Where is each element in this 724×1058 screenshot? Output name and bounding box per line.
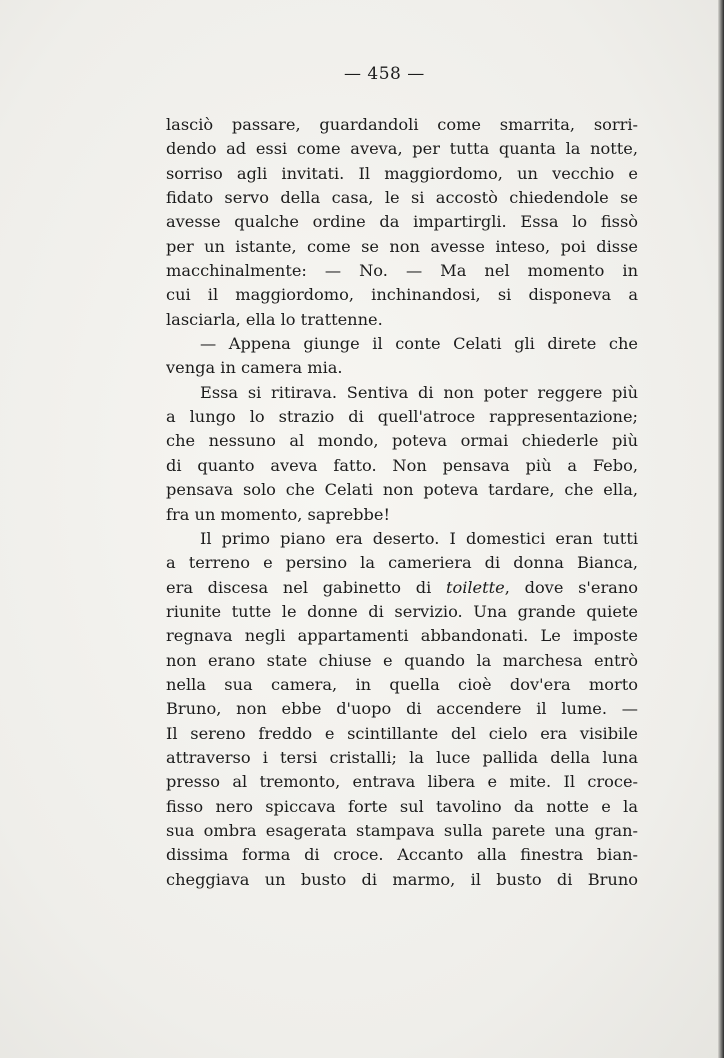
text-line: per un istante, come se non avesse inteso, poi disse xyxy=(166,236,638,256)
text-line: dendo ad essi come aveva, per tutta quanta la notte, xyxy=(166,139,638,159)
text-line: dissima forma di croce. Accanto alla finestra bian- xyxy=(166,845,638,865)
text-line: riunite tutte le donne di servizio. Una grande quiete xyxy=(166,601,638,621)
text-line: non erano state chiuse e quando la marchesa entrò xyxy=(166,650,638,670)
text-line: regnava negli appartamenti abbandonati. Le imposte xyxy=(166,626,638,646)
page-number: — 458 — xyxy=(344,64,425,84)
text-line: Il primo piano era deserto. I domestici eran tutti xyxy=(200,528,638,548)
text-line: fra un momento, saprebbe! xyxy=(166,504,390,524)
body-text xyxy=(166,113,638,892)
text-line: avesse qualche ordine da impartirgli. Essa lo fissò xyxy=(166,212,638,232)
text-line: era discesa nel gabinetto di toilette, dove s'erano xyxy=(166,577,638,597)
text-line: — Appena giunge il conte Celati gli direte che xyxy=(200,334,638,354)
text-line: pensava solo che Celati non poteva tardare, che ella, xyxy=(166,480,638,500)
text-line: di quanto aveva fatto. Non pensava più a Febo, xyxy=(166,455,638,475)
text-line: macchinalmente: — No. — Ma nel momento in xyxy=(166,261,638,281)
text-line: venga in camera mia. xyxy=(166,358,343,378)
text-line: attraverso i tersi cristalli; la luce pallida della luna xyxy=(166,747,638,767)
text-line: cheggiava un busto di marmo, il busto di Bruno xyxy=(166,869,638,889)
text-line: fisso nero spiccava forte sul tavolino da notte e la xyxy=(166,796,638,816)
text-line: presso al tremonto, entrava libera e mite. Il croce- xyxy=(166,772,638,792)
italic-word: toilette xyxy=(445,577,505,597)
text-line: cui il maggiordomo, inchinandosi, si disponeva a xyxy=(166,285,638,305)
text-line: nella sua camera, in quella cioè dov'era morto xyxy=(166,674,638,694)
text-line: a terreno e persino la cameriera di donna Bianca, xyxy=(166,553,638,573)
text-line: Essa si ritirava. Sentiva di non poter reggere più xyxy=(200,382,638,402)
text-line: sorriso agli invitati. Il maggiordomo, un vecchio e xyxy=(166,163,638,183)
text-line: sua ombra esagerata stampava sulla parete una gran- xyxy=(166,820,638,840)
text-line: che nessuno al mondo, poteva ormai chiederle più xyxy=(166,431,638,451)
text-line: lasciarla, ella lo trattenne. xyxy=(166,309,383,329)
text-line: a lungo lo strazio di quell'atroce rappresentazione; xyxy=(166,407,638,427)
text-line: Bruno, non ebbe d'uopo di accendere il lume. — xyxy=(166,699,638,719)
text-line: Il sereno freddo e scintillante del cielo era visibile xyxy=(166,723,638,743)
text-line: fidato servo della casa, le si accostò chiedendole se xyxy=(166,188,638,208)
page-spine-edge xyxy=(718,0,724,1058)
text-line: lasciò passare, guardandoli come smarrita, sorri- xyxy=(166,115,638,134)
